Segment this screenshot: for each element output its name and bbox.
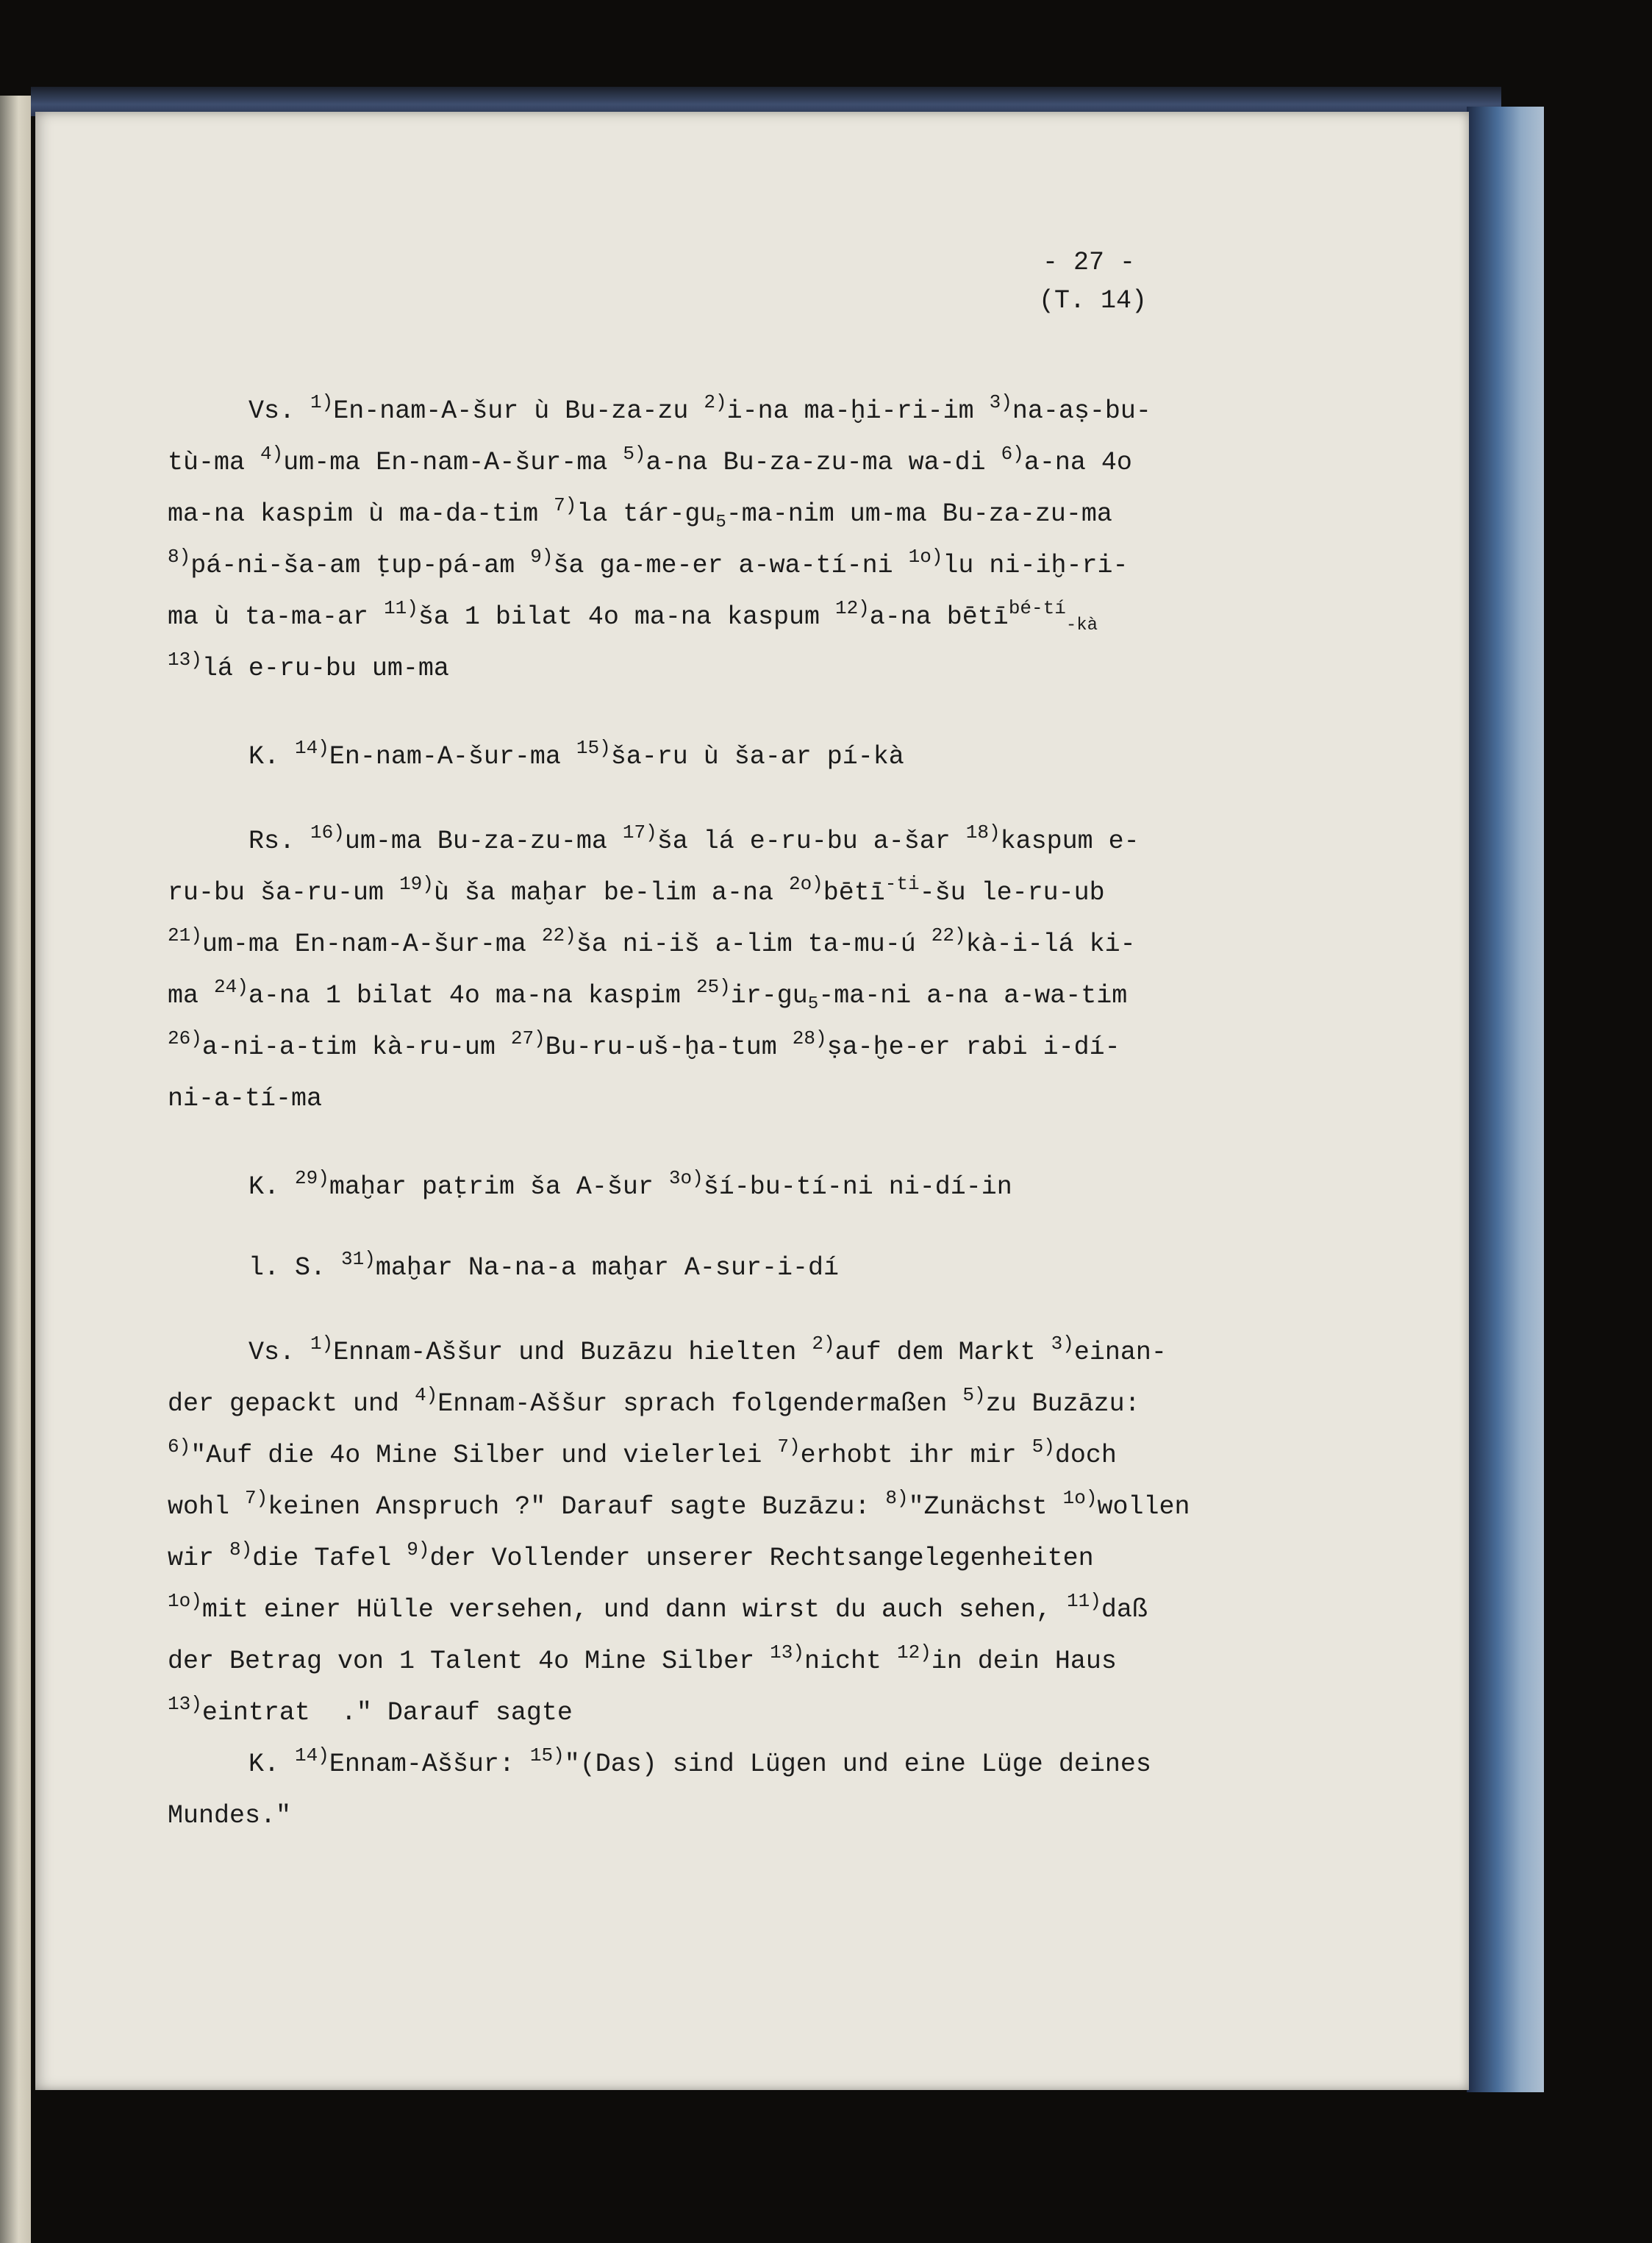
translation-line-8: $^{13)}$eintrat ." Darauf sagte (168, 1693, 573, 1727)
translit-edge-1: K. $^{14)}$En-nam-A-šur-ma $^{15)}$ša-ru ù ša-ar pí-kà (248, 737, 904, 771)
edge-label: K. (248, 742, 280, 771)
translit-line-1: Vs. $^{1)}$En-nam-A-šur ù Bu-za-zu $^{2)}$i-na ma-ḫi-ri-im $^{3)}$na-aṣ-bu- (248, 391, 1151, 426)
left-page-edge (0, 96, 31, 2243)
translit-reverse-4: ma $^{24)}$a-na 1 bilat 4o ma-na kaspim $^{25)}ir-gu_5-ma-ni$ a-na a-wa-tim (168, 976, 1128, 1014)
book-cover-spine (1467, 107, 1544, 2092)
left-side-label: l. S. (248, 1253, 326, 1283)
obverse-label: Vs. (248, 1338, 296, 1367)
translit-line-4: $^{8)}$pá-ni-ša-am ṭup-pá-am $^{9)}$ša ga-me-er a-wa-tí-ni $^{1o)}$lu ni-iḫ-ri- (168, 546, 1129, 580)
translit-line-5: ma ù ta-ma-ar $^{11)}$ša 1 bilat 4o ma-na kaspum $^{12)}$a-na bētī$^{bé-tí}_{-kà}$ (168, 597, 1098, 635)
translit-line-3: ma-na kaspim ù ma-da-tim $^{7)}$la tár-$gu_5-ma$-nim um-ma Bu-za-zu-ma (168, 494, 1112, 532)
translation-line-2: der gepackt und $^{4)}$Ennam-Aššur sprach folgendermaßen $^{5)}$zu Buzāzu: (168, 1384, 1140, 1419)
tablet-reference: (T. 14) (1039, 286, 1148, 315)
book-page (35, 112, 1469, 2090)
translit-reverse-2: ru-bu ša-ru-um $^{19)}$ù ša maḫar be-lim a-na $^{2o)}$bētī$^{-ti}$-šu le-ru-ub (168, 873, 1105, 907)
translit-line-6: $^{13)}$lá e-ru-bu um-ma (168, 649, 449, 683)
translation-line-3: $^{6)}$"Auf die 4o Mine Silber und vielerlei $^{7)}$erhobt ihr mir $^{5)}$doch (168, 1436, 1117, 1470)
page-number: - 27 - (1043, 248, 1136, 277)
translit-reverse-1: Rs. $^{16)}$um-ma Bu-za-zu-ma $^{17)}$ša lá e-ru-bu a-šar $^{18)}$kaspum e- (248, 821, 1140, 856)
translation-line-7: der Betrag von 1 Talent 4o Mine Silber $^{13)}$nicht $^{12)}$in dein Haus (168, 1641, 1117, 1676)
reverse-label: Rs. (248, 827, 296, 856)
obverse-label: Vs. (248, 396, 296, 426)
translation-line-6: $^{1o)}$mit einer Hülle versehen, und dann wirst du auch sehen, $^{11)}$daß (168, 1590, 1148, 1625)
translit-reverse-3: $^{21)}$um-ma En-nam-A-šur-ma $^{22)}$ša ni-iš a-lim ta-mu-ú $^{22)}$kà-i-lá ki- (168, 924, 1136, 959)
translation-line-9: K. $^{14)}$Ennam-Aššur: $^{15)}$"(Das) sind Lügen und eine Lüge deines (248, 1744, 1151, 1779)
translation-line-10: Mundes." (168, 1801, 292, 1830)
translit-reverse-5: $^{26)}$a-ni-a-tim kà-ru-um $^{27)}$Bu-ru-uš-ḫa-tum $^{28)}$ṣa-ḫe-er rabi i-dí- (168, 1027, 1120, 1062)
translation-line-1: Vs. $^{1)}$Ennam-Aššur und Buzāzu hielten $^{2)}$auf dem Markt $^{3)}$einan- (248, 1333, 1167, 1367)
translation-line-5: wir $^{8)}$die Tafel $^{9)}$der Vollender unserer Rechtsangelegenheiten (168, 1538, 1094, 1573)
translit-line-2: tù-ma $^{4)}$um-ma En-nam-A-šur-ma $^{5)}$a-na Bu-za-zu-ma wa-di $^{6)}$a-na 4o (168, 443, 1132, 477)
translit-reverse-6: ni-a-tí-ma (168, 1084, 323, 1113)
translit-edge-2: K. $^{29)}$maḫar paṭrim ša A-šur $^{3o)}$ší-bu-tí-ni ni-dí-in (248, 1167, 1012, 1202)
edge-label: K. (248, 1750, 280, 1779)
translation-line-4: wohl $^{7)}$keinen Anspruch ?" Darauf sagte Buzāzu: $^{8)}$"Zunächst $^{1o)}$wollen (168, 1487, 1190, 1522)
edge-label: K. (248, 1172, 280, 1202)
translit-left-side: l. S. $^{31)}$maḫar Na-na-a maḫar A-sur-i-dí (248, 1248, 839, 1283)
